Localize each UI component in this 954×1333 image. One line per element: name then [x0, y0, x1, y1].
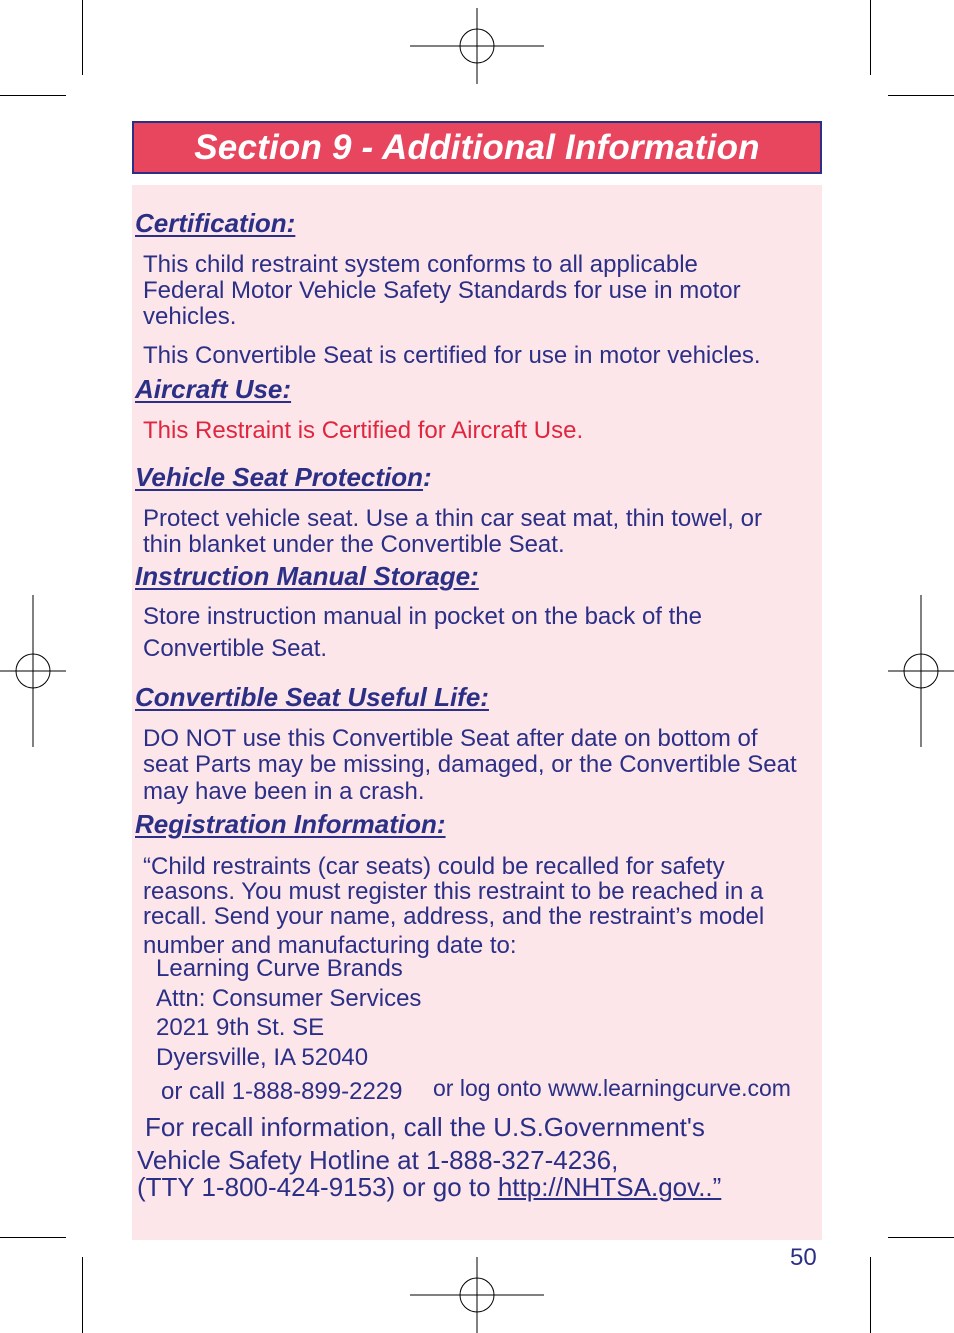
call-number: or call 1-888-899-2229 [161, 1078, 403, 1105]
registration-mark-left [0, 595, 66, 747]
registration-line-2: reasons. You must register this restraint to be reached in a [143, 878, 764, 905]
recall-line-3-text: (TTY 1-800-424-9153) or go to [137, 1172, 498, 1202]
section-header [132, 121, 822, 174]
recall-line-2: Vehicle Safety Hotline at 1-888-327-4236, [137, 1145, 619, 1175]
manual-storage-heading: Instruction Manual Storage: [135, 561, 479, 591]
registration-line-3: recall. Send your name, address, and the restraint’s model [143, 903, 765, 930]
vehicle-seat-line-1: Protect vehicle seat. Use a thin car seat mat, thin towel, or [143, 505, 762, 532]
registration-line-1: “Child restraints (car seats) could be recalled for safety [143, 853, 725, 880]
useful-life-heading: Convertible Seat Useful Life: [135, 682, 489, 712]
section-title: Section 9 - Additional Information [194, 127, 760, 167]
registration-mark-bottom [410, 1257, 544, 1333]
recall-line-1: For recall information, call the U.S.Government's [145, 1112, 705, 1142]
registration-mark-top [410, 8, 544, 84]
certification-line-3: vehicles. [143, 303, 237, 330]
vehicle-seat-heading-colon: : [423, 462, 432, 492]
useful-life-line-2: seat Parts may be missing, damaged, or the Convertible Seat [143, 751, 797, 778]
certification-heading: Certification: [135, 208, 296, 238]
crop-mark [870, 0, 871, 75]
web-address: or log onto www.learningcurve.com [433, 1075, 791, 1101]
address-line: 2021 9th St. SE [156, 1014, 325, 1041]
certification-line-4: This Convertible Seat is certified for use in motor vehicles. [143, 342, 761, 369]
crop-mark [888, 95, 954, 96]
address-line: Attn: Consumer Services [156, 985, 422, 1012]
address-line: Dyersville, IA 52040 [156, 1044, 369, 1071]
crop-mark [0, 1237, 66, 1238]
crop-mark [888, 1237, 954, 1238]
manual-storage-line-2: Convertible Seat. [143, 635, 328, 662]
vehicle-seat-heading-text: Vehicle Seat Protection [135, 462, 424, 492]
crop-mark [0, 95, 66, 96]
registration-mark-right [888, 595, 954, 747]
crop-mark [82, 0, 83, 75]
page-number: 50 [790, 1244, 817, 1271]
aircraft-heading: Aircraft Use: [135, 374, 292, 404]
certification-line-1: This child restraint system conforms to all applicable [143, 251, 698, 278]
certification-line-2: Federal Motor Vehicle Safety Standards for use in motor [143, 277, 741, 304]
recall-line-3 [137, 1174, 721, 1201]
crop-mark [82, 1257, 83, 1333]
manual-storage-line-1: Store instruction manual in pocket on the back of the [143, 603, 702, 630]
vehicle-seat-line-2: thin blanket under the Convertible Seat. [143, 531, 565, 558]
registration-heading: Registration Information: [135, 809, 446, 839]
registration-line-4: number and manufacturing date to: [143, 932, 517, 959]
useful-life-line-3: may have been in a crash. [143, 778, 425, 805]
vehicle-seat-heading [135, 462, 432, 493]
aircraft-text: This Restraint is Certified for Aircraft Use. [143, 417, 584, 444]
nhtsa-link[interactable]: http://NHTSA.gov..” [497, 1172, 722, 1202]
useful-life-line-1: DO NOT use this Convertible Seat after date on bottom of [143, 725, 758, 752]
address-line: Learning Curve Brands [156, 955, 403, 982]
crop-mark [870, 1257, 871, 1333]
